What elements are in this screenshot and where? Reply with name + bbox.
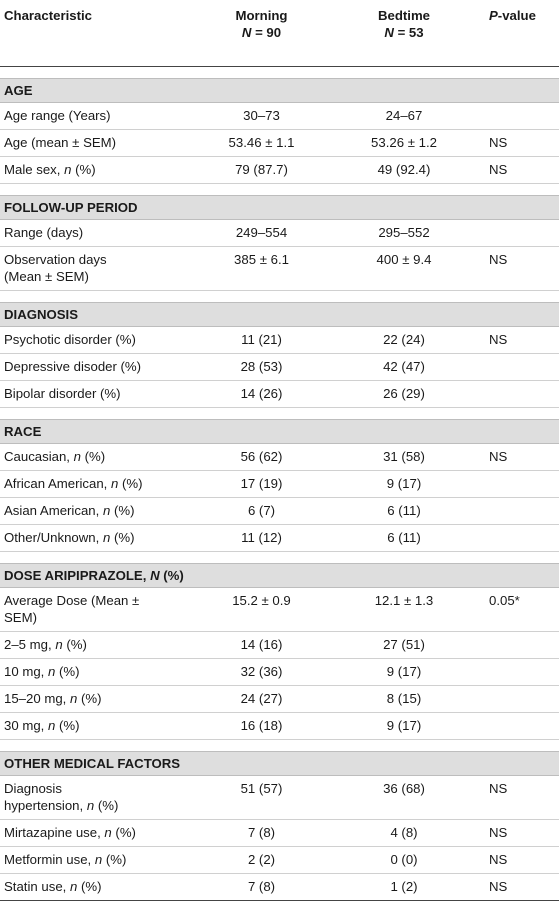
row-label: Diagnosis hypertension, n (%) [0,775,190,819]
table-row [0,497,559,524]
p-value: NS [475,156,559,183]
row-label: Average Dose (Mean ± SEM) [0,587,190,631]
row-label: Observation days (Mean ± SEM) [0,246,190,290]
section-header [0,195,559,219]
table-body [0,66,559,900]
morning-value: 28 (53) [190,353,333,380]
p-value [475,658,559,685]
table-row [0,712,559,739]
table-row [0,219,559,246]
morning-value: 2 (2) [190,846,333,873]
morning-value: 24 (27) [190,685,333,712]
bedtime-value: 4 (8) [333,819,475,846]
p-value [475,712,559,739]
header-bedtime: Bedtime N = 53 [333,0,475,66]
row-label: 15–20 mg, n (%) [0,685,190,712]
row-label: Depressive disoder (%) [0,353,190,380]
p-value: NS [475,775,559,819]
section-title: AGE [0,78,559,102]
section-header [0,419,559,443]
p-value: NS [475,819,559,846]
section-spacer [0,183,559,195]
p-value [475,353,559,380]
header-morning-n: N = 90 [241,25,282,40]
morning-value: 385 ± 6.1 [190,246,333,290]
morning-value: 79 (87.7) [190,156,333,183]
morning-value: 30–73 [190,102,333,129]
morning-value: 6 (7) [190,497,333,524]
bedtime-value: 26 (29) [333,380,475,407]
section-title: RACE [0,419,559,443]
bedtime-value: 53.26 ± 1.2 [333,129,475,156]
morning-value: 11 (21) [190,326,333,353]
morning-value: 16 (18) [190,712,333,739]
section-title: DIAGNOSIS [0,302,559,326]
bedtime-value: 31 (58) [333,443,475,470]
bedtime-value: 295–552 [333,219,475,246]
bedtime-value: 27 (51) [333,631,475,658]
table-row [0,775,559,819]
morning-value: 14 (26) [190,380,333,407]
row-label: Bipolar disorder (%) [0,380,190,407]
table-row [0,846,559,873]
row-label: Statin use, n (%) [0,873,190,900]
section-header [0,751,559,775]
bedtime-value: 9 (17) [333,470,475,497]
morning-value: 249–554 [190,219,333,246]
table-row [0,631,559,658]
bedtime-value: 8 (15) [333,685,475,712]
row-label: Psychotic disorder (%) [0,326,190,353]
section-header [0,302,559,326]
p-value: NS [475,246,559,290]
row-label: Mirtazapine use, n (%) [0,819,190,846]
bedtime-value: 9 (17) [333,712,475,739]
table-row [0,658,559,685]
table-row [0,102,559,129]
table-header [0,0,559,66]
section-title: OTHER MEDICAL FACTORS [0,751,559,775]
p-value: NS [475,443,559,470]
p-value: NS [475,846,559,873]
row-label: 10 mg, n (%) [0,658,190,685]
table-row [0,380,559,407]
p-value: NS [475,326,559,353]
p-value: 0.05* [475,587,559,631]
row-label: Metformin use, n (%) [0,846,190,873]
row-label: Other/Unknown, n (%) [0,524,190,551]
morning-value: 15.2 ± 0.9 [190,587,333,631]
table-row [0,819,559,846]
morning-value: 53.46 ± 1.1 [190,129,333,156]
row-label: Caucasian, n (%) [0,443,190,470]
morning-value: 11 (12) [190,524,333,551]
row-label: African American, n (%) [0,470,190,497]
bedtime-value: 0 (0) [333,846,475,873]
morning-value: 56 (62) [190,443,333,470]
bedtime-value: 9 (17) [333,658,475,685]
p-value [475,470,559,497]
morning-value: 7 (8) [190,873,333,900]
bedtime-value: 24–67 [333,102,475,129]
bedtime-value: 49 (92.4) [333,156,475,183]
p-value [475,685,559,712]
row-label: 2–5 mg, n (%) [0,631,190,658]
bedtime-value: 42 (47) [333,353,475,380]
bedtime-value: 36 (68) [333,775,475,819]
row-label: 30 mg, n (%) [0,712,190,739]
bedtime-value: 12.1 ± 1.3 [333,587,475,631]
p-value [475,219,559,246]
header-characteristic: Characteristic [4,8,92,23]
section-header [0,78,559,102]
bedtime-value: 6 (11) [333,524,475,551]
header-bedtime-n: N = 53 [384,25,424,40]
p-value [475,102,559,129]
p-value [475,631,559,658]
table-row [0,443,559,470]
row-label: Age range (Years) [0,102,190,129]
table-row [0,129,559,156]
table-row [0,685,559,712]
p-value [475,497,559,524]
row-label: Asian American, n (%) [0,497,190,524]
table-row [0,156,559,183]
bedtime-value: 400 ± 9.4 [333,246,475,290]
morning-value: 17 (19) [190,470,333,497]
morning-value: 32 (36) [190,658,333,685]
p-value [475,380,559,407]
table-row [0,873,559,900]
table-row [0,587,559,631]
section-spacer [0,66,559,78]
bedtime-value: 1 (2) [333,873,475,900]
p-value [475,524,559,551]
morning-value: 14 (16) [190,631,333,658]
table-row [0,353,559,380]
section-spacer [0,551,559,563]
header-pvalue: P-value [489,8,536,23]
section-spacer [0,407,559,419]
morning-value: 7 (8) [190,819,333,846]
section-header [0,563,559,587]
row-label: Age (mean ± SEM) [0,129,190,156]
morning-value: 51 (57) [190,775,333,819]
p-value: NS [475,873,559,900]
bedtime-value: 22 (24) [333,326,475,353]
table-row [0,470,559,497]
row-label: Male sex, n (%) [0,156,190,183]
section-spacer [0,739,559,751]
row-label: Range (days) [0,219,190,246]
section-title: FOLLOW-UP PERIOD [0,195,559,219]
header-morning: Morning N = 90 [190,0,333,66]
section-spacer [0,290,559,302]
table-row [0,326,559,353]
bedtime-value: 6 (11) [333,497,475,524]
table-row [0,524,559,551]
table-row [0,246,559,290]
p-value: NS [475,129,559,156]
section-title: DOSE ARIPIPRAZOLE, N (%) [0,563,559,587]
